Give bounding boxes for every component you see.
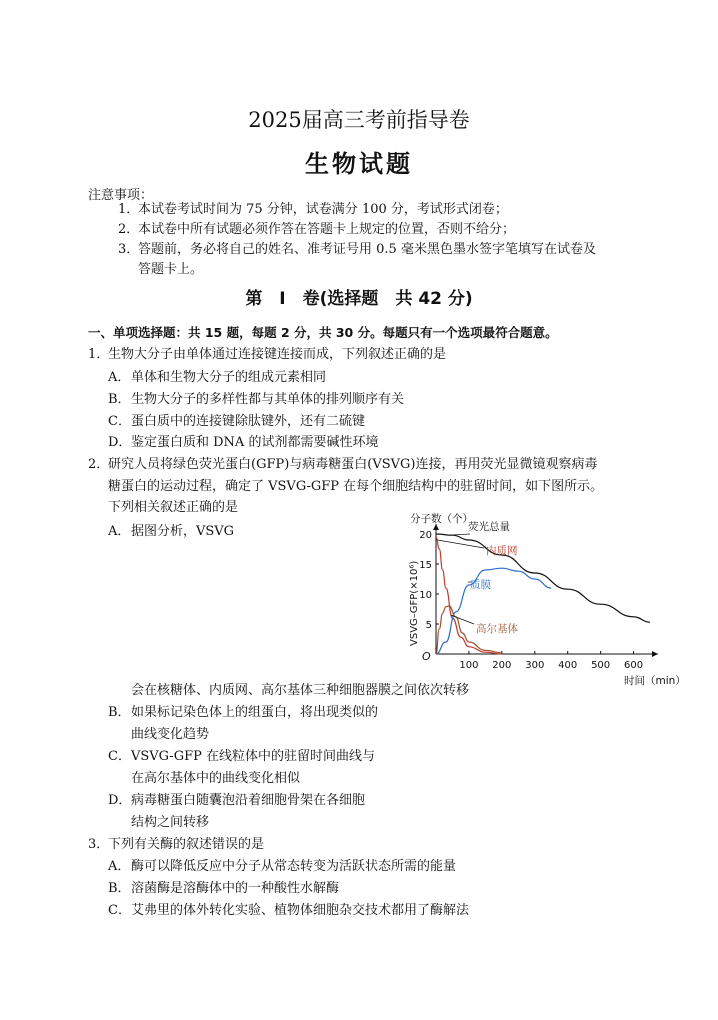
option-text: 艾弗里的体外转化实验、植物体细胞杂交技术都用了酶解法 <box>131 903 470 918</box>
option-text: 病毒糖蛋白随囊泡沿着细胞骨架在各细胞 <box>131 793 366 808</box>
y-axis-side-title: VSVG–GFP(×10⁶) <box>409 560 420 646</box>
x-tick-label: 500 <box>591 660 611 671</box>
y-axis-title: 分子数（个） <box>410 513 473 525</box>
y-tick-label: 5 <box>425 620 432 631</box>
question-stem: 下列有关酶的叙述错误的是 <box>108 837 265 852</box>
option-label: A． <box>108 370 131 385</box>
option-text: 据图分析，VSVG <box>131 524 235 539</box>
option-text: 蛋白质中的连接键除肽键外，还有二硫键 <box>131 414 366 429</box>
section-instruction: 一、单项选择题：共 15 题，每题 2 分，共 30 分。每题只有一个选项最符合题意。 <box>88 325 558 340</box>
series-label: 质膜 <box>470 579 491 591</box>
section-title: 第 I 卷(选择题 共 42 分) <box>245 289 473 309</box>
series-label: 内质网 <box>486 545 518 557</box>
option-label: A． <box>108 859 131 874</box>
option-label: D． <box>108 435 132 450</box>
y-tick-label: 10 <box>419 590 432 601</box>
question-number: 3． <box>88 837 110 852</box>
series-label: 荧光总量 <box>468 521 510 533</box>
option-label: B． <box>108 881 131 896</box>
vsvg-gfp-chart <box>400 508 686 688</box>
option-label: D． <box>108 793 132 808</box>
option-text: 溶菌酶是溶酶体中的一种酸性水解酶 <box>131 881 340 896</box>
option-text: 曲线变化趋势 <box>131 727 210 742</box>
option-text: 会在核糖体、内质网、高尔基体三种细胞器膜之间依次转移 <box>131 683 470 698</box>
question-stem: 糖蛋白的运动过程，确定了 VSVG-GFP 在每个细胞结构中的驻留时间，如下图所示。 <box>108 479 604 494</box>
series-line-0 <box>436 534 650 622</box>
question-number: 1． <box>88 347 110 362</box>
option-text: 如果标记染色体上的组蛋白，将出现类似的 <box>131 705 379 720</box>
option-text: 结构之间转移 <box>131 815 210 830</box>
exam-subtitle: 生物试题 <box>305 150 413 178</box>
x-tick-label: 200 <box>492 660 512 671</box>
series-line-2 <box>436 568 551 654</box>
notice-item-text: 答题卡上。 <box>138 262 204 277</box>
y-tick-label: 15 <box>419 560 432 571</box>
question-stem: 研究人员将绿色荧光蛋白(GFP)与病毒糖蛋白(VSVG)连接，再用荧光显微镜观察病毒 <box>108 457 598 472</box>
option-label: C． <box>108 749 131 764</box>
option-text: 单体和生物大分子的组成元素相同 <box>131 370 327 385</box>
notice-item-num: 1． <box>118 202 140 217</box>
option-text: 鉴定蛋白质和 DNA 的试剂都需要碱性环境 <box>131 435 379 450</box>
x-tick-label: 100 <box>459 660 479 671</box>
option-text: 在高尔基体中的曲线变化相似 <box>131 771 301 786</box>
y-tick-label: 20 <box>419 530 432 541</box>
option-label: B． <box>108 705 131 720</box>
x-tick-label: 600 <box>623 660 644 671</box>
origin-label: O <box>422 650 431 663</box>
notice-item-text: 本试卷考试时间为 75 分钟，试卷满分 100 分，考试形式闭卷； <box>138 202 508 217</box>
question-stem: 下列相关叙述正确的是 <box>108 500 239 515</box>
x-tick-label: 400 <box>558 660 578 671</box>
notice-item-num: 3． <box>118 242 140 257</box>
question-number: 2． <box>88 457 110 472</box>
x-axis-title: 时间（min） <box>624 675 686 687</box>
notice-item-num: 2． <box>118 222 140 237</box>
x-tick-label: 300 <box>525 660 545 671</box>
option-label: B． <box>108 392 131 407</box>
option-text: VSVG-GFP 在线粒体中的驻留时间曲线与 <box>131 749 375 764</box>
option-text: 酶可以降低反应中分子从常态转变为活跃状态所需的能量 <box>131 859 457 874</box>
option-label: C． <box>108 903 131 918</box>
option-text: 生物大分子的多样性都与其单体的排列顺序有关 <box>131 392 405 407</box>
question-stem: 生物大分子由单体通过连接键连接而成，下列叙述正确的是 <box>108 347 447 362</box>
notice-item-text: 答题前，务必将自己的姓名、准考证号用 0.5 毫米黑色墨水签字笔填写在试卷及 <box>138 242 596 257</box>
notice-heading: 注意事项： <box>88 188 154 203</box>
option-label: C． <box>108 414 131 429</box>
option-label: A． <box>108 524 131 539</box>
exam-title: 2025届高三考前指导卷 <box>248 108 470 132</box>
series-label: 高尔基体 <box>476 623 518 635</box>
x-axis-arrow <box>652 651 658 657</box>
notice-item-text: 本试卷中所有试题必须作答在答题卡上规定的位置，否则不给分； <box>138 222 516 237</box>
